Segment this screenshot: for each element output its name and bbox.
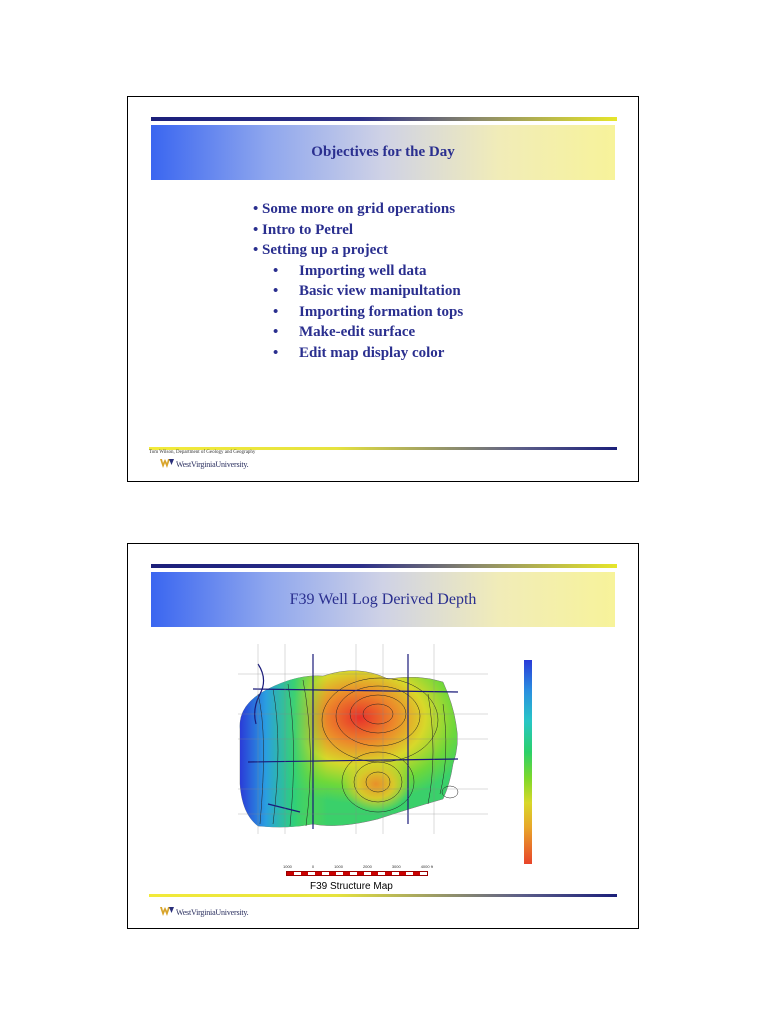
top-rule: [151, 117, 617, 121]
slide-title: Objectives for the Day: [311, 144, 455, 160]
title-banner: [151, 125, 615, 180]
map-caption: F39 Structure Map: [310, 881, 393, 892]
list-item: • Importing well data: [273, 262, 427, 279]
slide-f39-depth: [127, 543, 639, 929]
logo-text: WestVirginiaUniversity.: [176, 459, 249, 469]
slide-title: F39 Well Log Derived Depth: [289, 590, 477, 608]
list-item: • Some more on grid operations: [253, 201, 456, 217]
list-item: • Intro to Petrel: [253, 221, 354, 238]
wvu-logo: [160, 907, 249, 917]
author-credit: Tom Wilson, Department of Geology and Geography: [149, 450, 256, 455]
list-item: • Edit map display color: [273, 344, 445, 361]
bullet-list: [253, 199, 463, 363]
list-item: • Importing formation tops: [273, 303, 464, 320]
top-rule: [151, 564, 617, 568]
slide-objectives: [127, 96, 639, 482]
wvu-logo: [160, 459, 249, 469]
scale-labels: 1000 0 1000 2000 3000 4000 ft: [283, 864, 433, 869]
wv-logo-icon: [160, 907, 174, 917]
bottom-rule: [149, 894, 617, 897]
list-item: • Setting up a project: [253, 242, 388, 258]
wv-logo-icon: [160, 459, 174, 469]
list-item: • Make-edit surface: [273, 324, 416, 340]
color-scale-bar: [524, 660, 532, 864]
logo-text: WestVirginiaUniversity.: [176, 907, 249, 917]
list-item: • Basic view manipultation: [273, 283, 461, 299]
title-banner: [151, 572, 615, 627]
distance-scale-bar: [286, 871, 428, 876]
structure-map-image: [228, 634, 498, 844]
